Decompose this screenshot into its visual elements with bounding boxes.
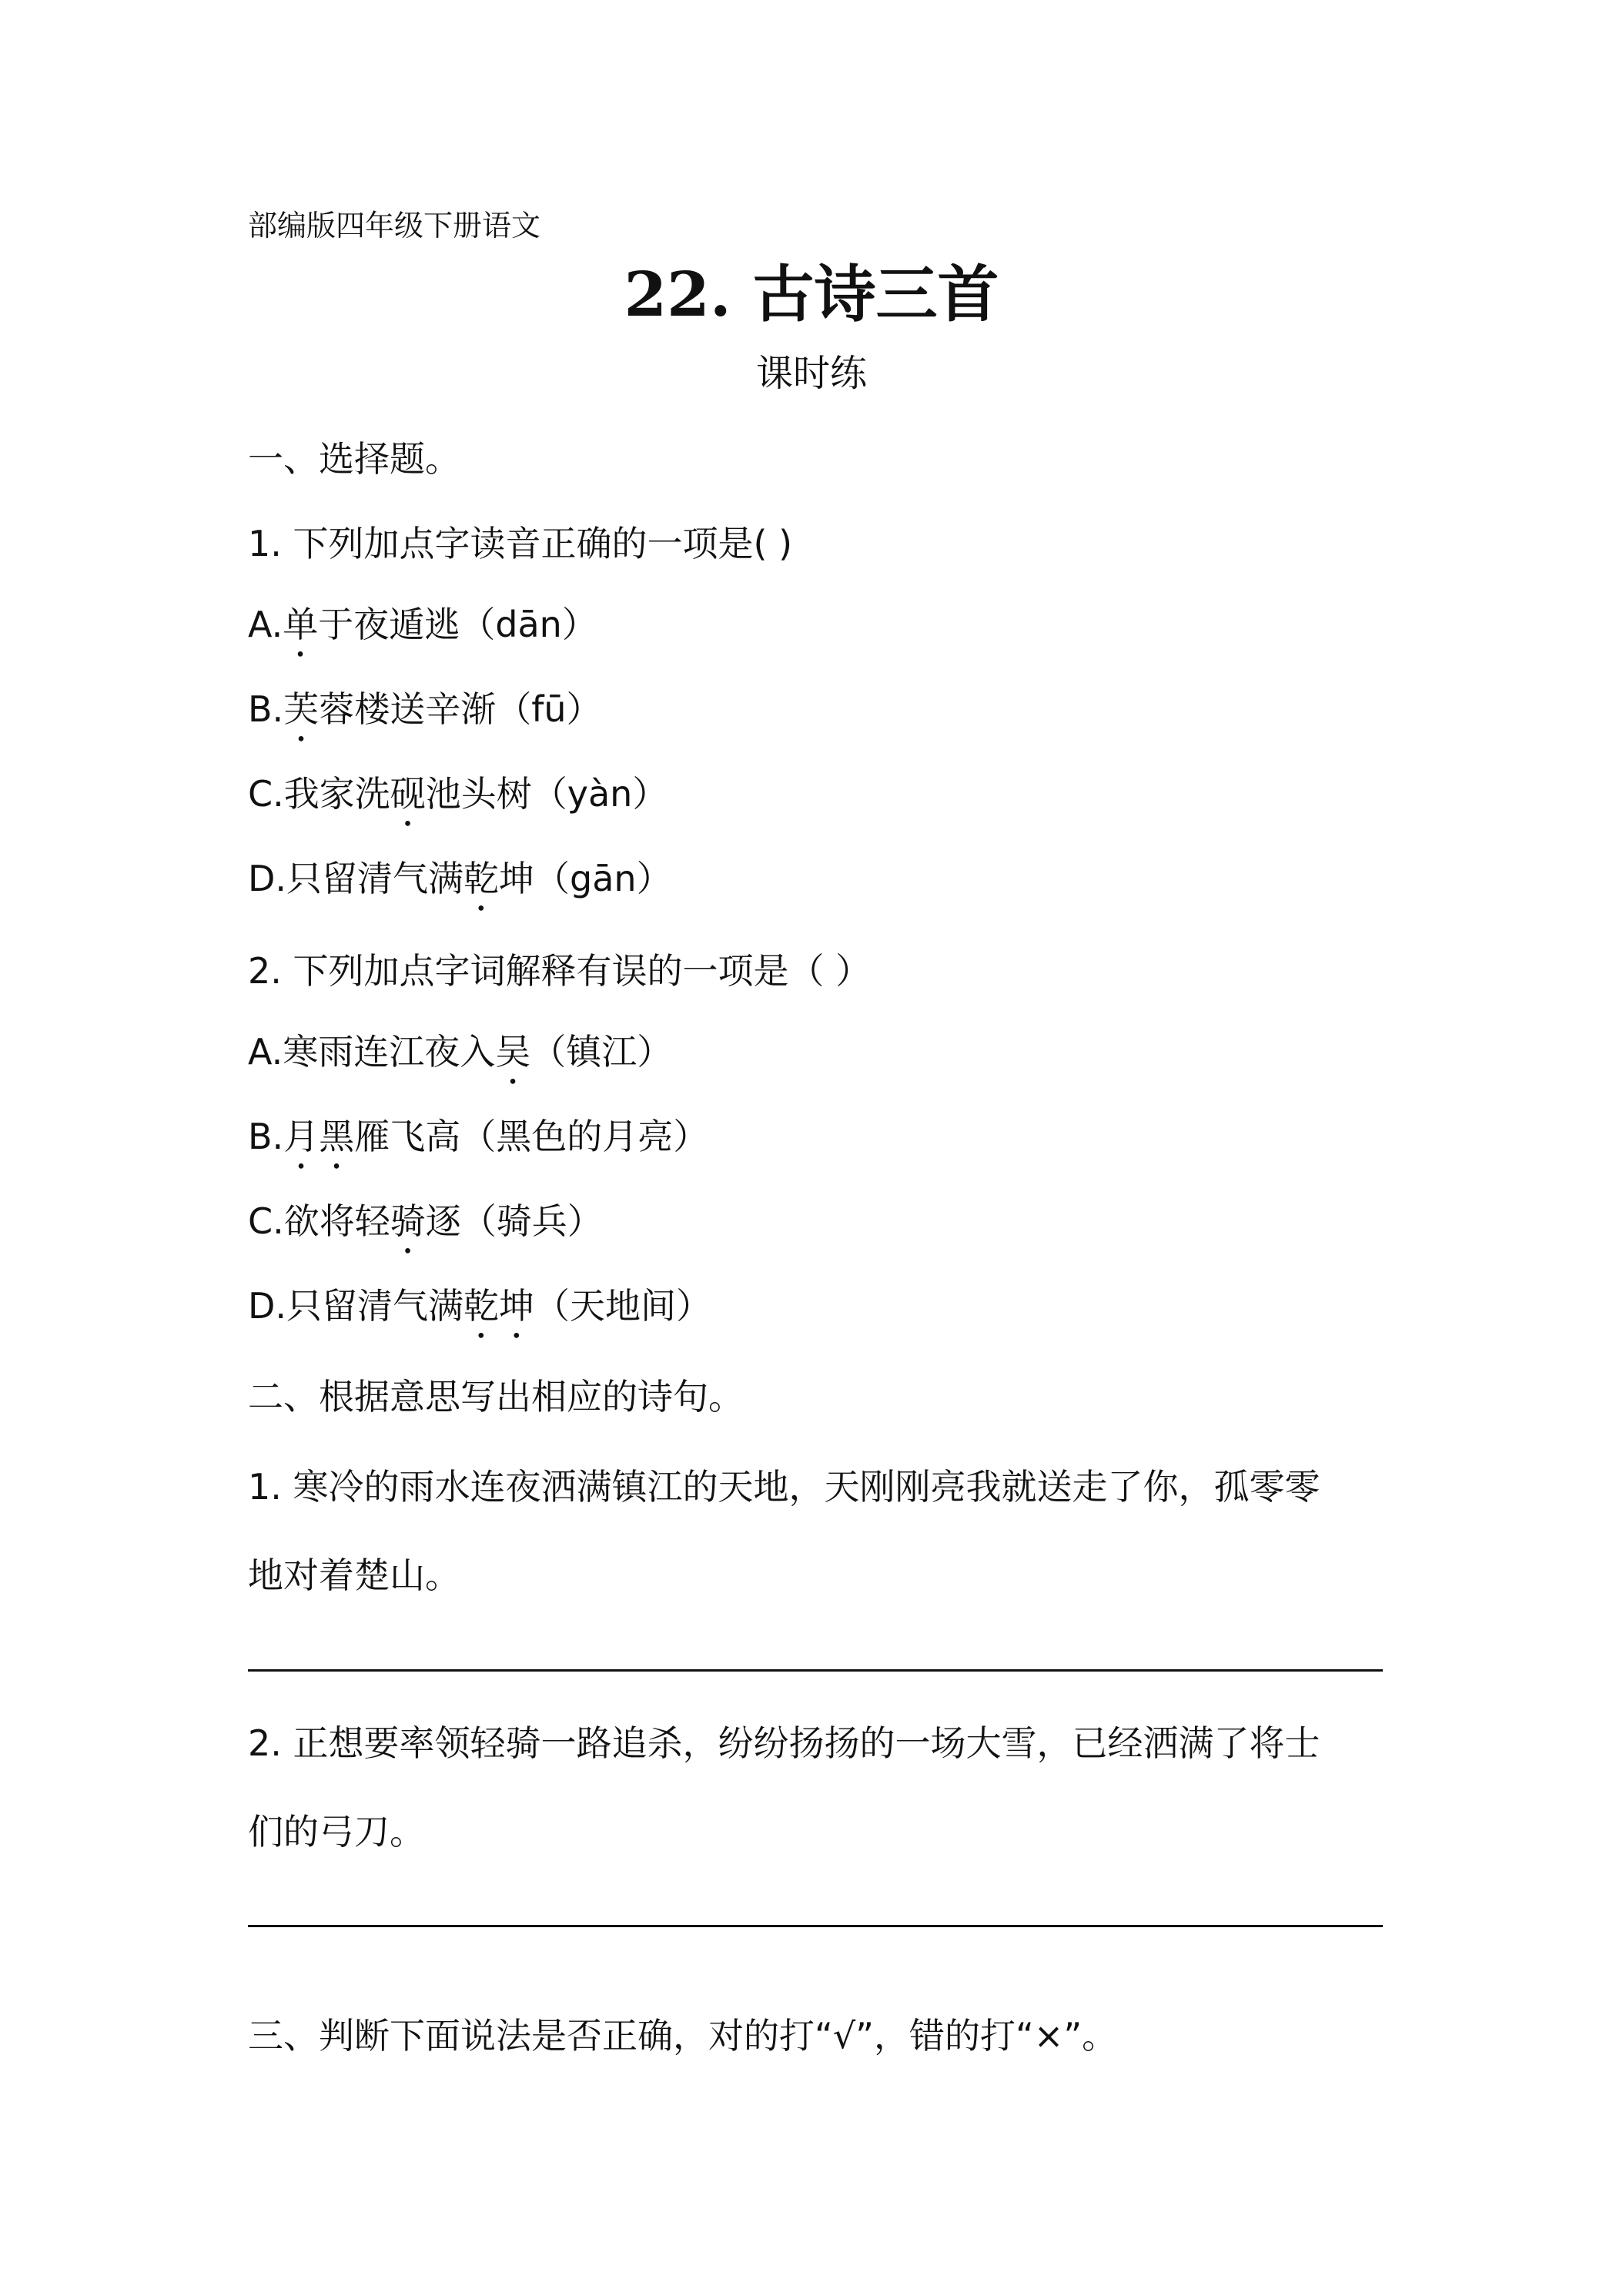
header-note: 部编版四年级下册语文 xyxy=(248,209,541,243)
section2-heading: 二、根据意思写出相应的诗句。 xyxy=(248,1376,744,1417)
q1-option-c: C.我家洗砚池头树（yàn） xyxy=(248,773,668,815)
s2-q2-line2: 们的弓刀。 xyxy=(248,1811,425,1853)
q2-option-d: D.只留清气满乾坤（天地间） xyxy=(248,1285,712,1327)
q1-stem: 1. 下列加点字读音正确的一项是( ) xyxy=(248,523,793,564)
s2-q1-line2: 地对着楚山。 xyxy=(248,1555,460,1596)
q2-stem: 2. 下列加点字词解释有误的一项是（ ） xyxy=(248,950,872,992)
section3-heading: 三、判断下面说法是否正确，对的打“√”，错的打“×”。 xyxy=(248,2015,1118,2057)
page-subtitle: 课时练 xyxy=(755,352,867,395)
s2-q2-line1: 2. 正想要率领轻骑一路追杀，纷纷扬扬的一场大雪，已经洒满了将士 xyxy=(248,1722,1320,1764)
q1-option-a: A.单于夜遁逃（dān） xyxy=(248,604,597,645)
q2-option-a: A.寒雨连江夜入吴（镇江） xyxy=(248,1031,673,1073)
page-title: 22. 古诗三首 xyxy=(624,258,999,330)
q2-option-b: B.月黑雁飞高（黑色的月亮） xyxy=(248,1116,709,1157)
answer-line-2[interactable] xyxy=(248,1925,1383,1927)
answer-line-1[interactable] xyxy=(248,1669,1383,1672)
q1-option-b: B.芙蓉楼送辛渐（fū） xyxy=(248,688,602,730)
q2-option-c: C.欲将轻骑逐（骑兵） xyxy=(248,1200,603,1242)
q1-option-d: D.只留清气满乾坤（gān） xyxy=(248,858,672,899)
section1-heading: 一、选择题。 xyxy=(248,438,460,480)
s2-q1-line1: 1. 寒冷的雨水连夜洒满镇江的天地，天刚刚亮我就送走了你，孤零零 xyxy=(248,1466,1320,1508)
